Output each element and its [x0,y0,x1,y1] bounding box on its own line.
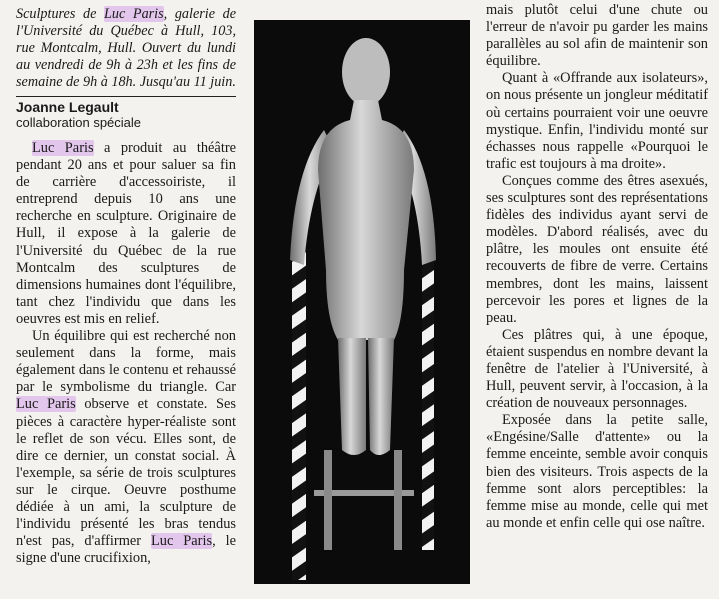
paragraph-text: , le signe d'une crucifixion, [16,533,236,567]
left-paragraph-1 [16,140,236,328]
left-paragraph-2 [16,328,236,567]
exhibition-info [16,6,236,91]
author-name: Joanne Legault [16,99,119,115]
sculpture-illustration [254,20,470,584]
right-paragraph-3: Conçues comme des êtres asexués, ses sculptures sont des représentations fidèles des individus ayant servi de modèles. D'abord réalisés, avec du plâtre, les moules ont ensuite été recouverts de fibre de verre. Certains membres, dont les mains, laissent percevoir les pores et lignes de la peau. [486,172,708,326]
left-column [16,6,236,567]
right-paragraph-4: Ces plâtres qui, à une époque, étaient suspendus en nombre devant la fenêtre de l'atelier à l'Université, à Hull, peuvent servir, à l'occasion, à la création de nouveaux personnages. [486,326,708,412]
artist-name-highlight: Luc Paris [32,140,94,156]
info-text-before: Sculptures de [16,6,104,22]
byline-divider [16,96,236,97]
right-paragraph-5: Exposée dans la petite salle, «Engésine/Salle d'attente» ou la femme enceinte, semble avoir conquis bien des visiteurs. Trois aspects de la femme sont alors perceptibles: la femme mise au monde, celle qui met au monde et enfin celle qui ose naître. [486,412,708,531]
artist-name-highlight: Luc Paris [151,533,213,550]
info-text-after: , galerie de l'Université du Québec à Hull, 103, rue Montcalm, Hull. Ouvert du lundi au vendredi de 9h à 23h et les fins de semaine de 9h à 18h. Jusqu'au 11 juin. [16,6,237,90]
right-column [486,2,708,532]
right-paragraph-2: Quant à «Offrande aux isolateurs», on nous présente un jongleur méditatif où certains pourraient voir une oeuvre mystique. Enfin, l'individu monté sur échasses nous rappelle «Pourquoi le trafic est toujours à ma droite». [486,70,708,172]
sculpture-photo [254,20,470,584]
right-paragraph-1: mais plutôt celui d'une chute ou l'erreur de n'avoir pu garder les mains parallèles au sol afin de maintenir son équilibre. [486,2,708,70]
artist-name-highlight: Luc Paris [16,396,76,413]
paragraph-text: Un équilibre qui est recherché non seulement dans la forme, mais également dans le contenu et rehaussé par le symbolisme du triangle. Car [16,328,236,396]
artist-name-highlight: Luc Paris [104,6,164,22]
author-role: collaboration spéciale [16,115,142,130]
paragraph-text: a produit au théâtre pendant 20 ans et pour saluer sa fin de carrière d'accessoiriste, il entreprend depuis 10 ans une recherche en sculpture. Originaire de Hull, il expose à la galerie de l'Université du Québec de la rue Montcalm des sculptures de dimensions humaines dont l'équilibre, tant chez l'individu que dans les oeuvres est mis en relief. [16,140,236,327]
paragraph-text: observe et constate. Ses pièces à caractère hyper-réaliste sont le reflet de son vécu. Elles sont, de dire ce dernier, un constat social. À l'exemple, sa série de trois sculptures sur le cirque. Oeuvre posthume dédiée à un ami, la sculpture de l'individu présenté les bras tendus n'est pas, d'affirmer [16,396,236,550]
